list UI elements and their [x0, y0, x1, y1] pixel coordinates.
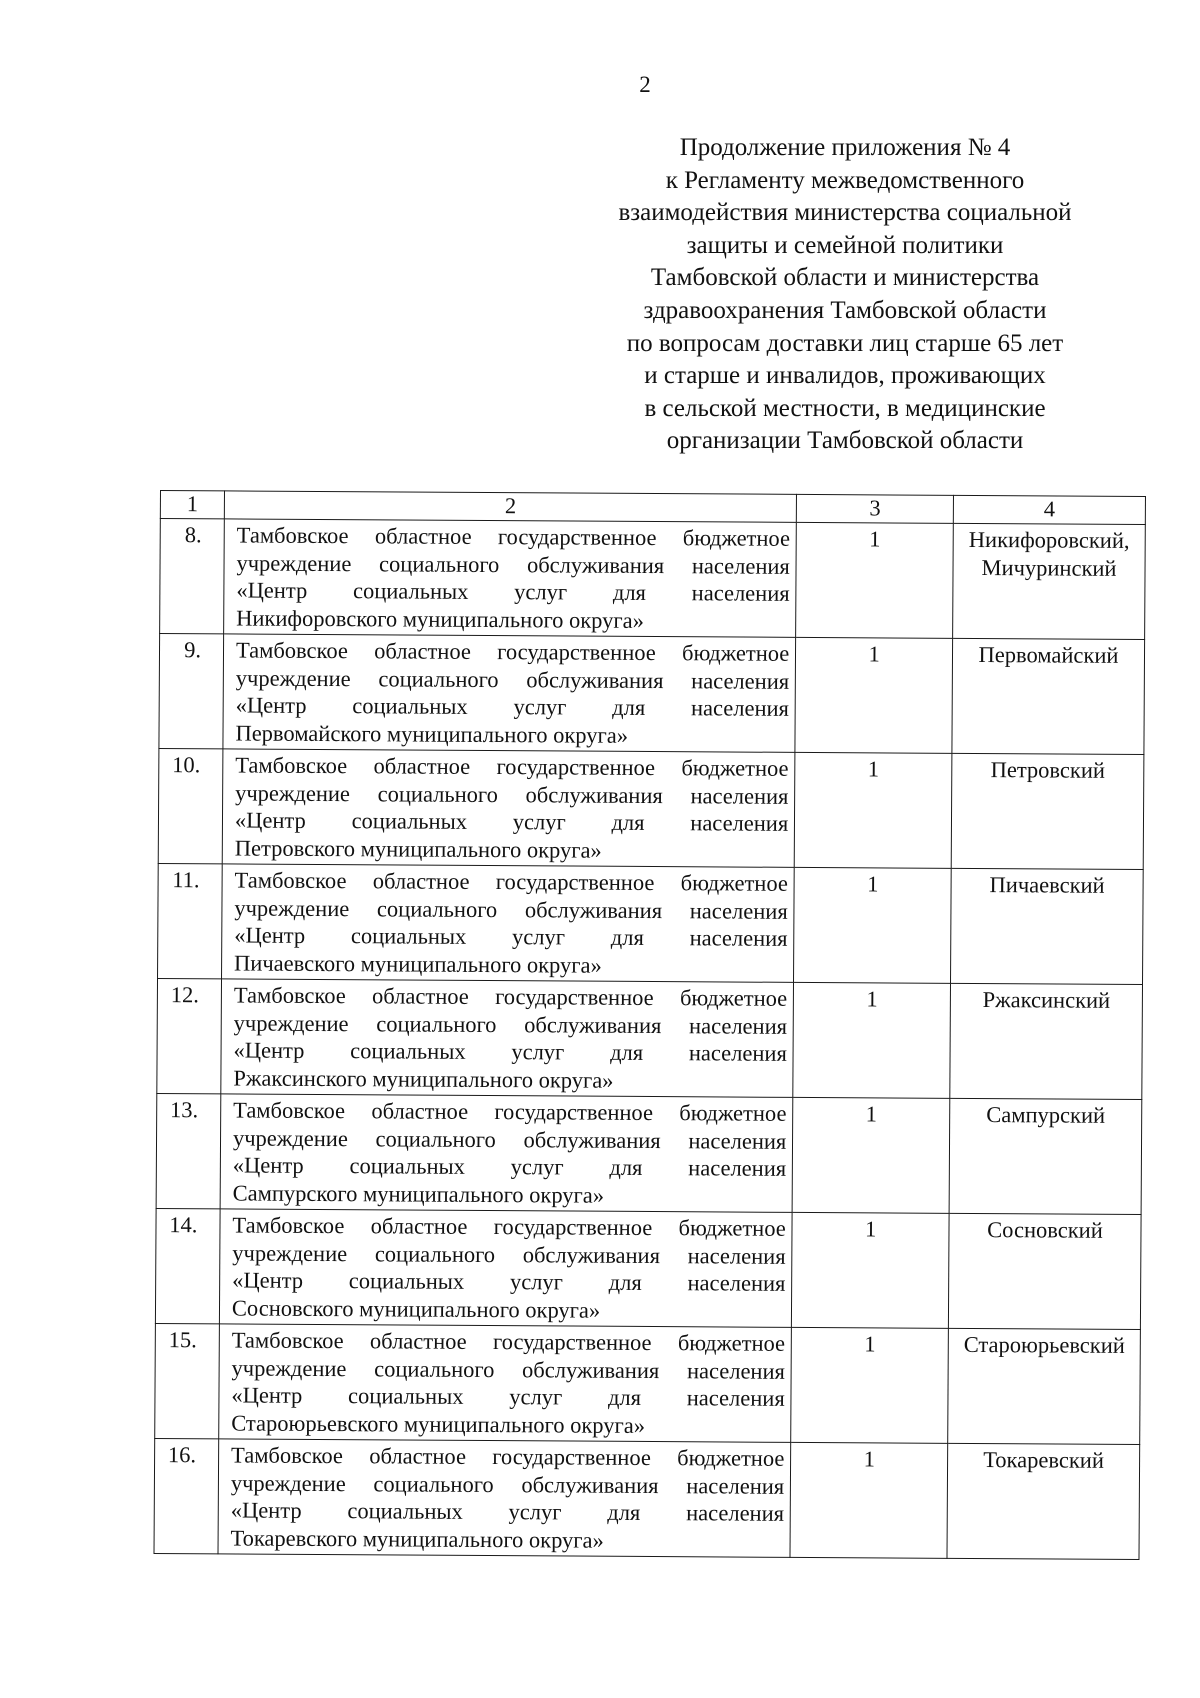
quantity-cell: 1 — [795, 637, 952, 753]
quantity-cell: 1 — [791, 1327, 948, 1443]
row-number: 13. — [156, 1093, 221, 1208]
district-cell: Сосновский — [948, 1213, 1141, 1329]
institution-name-line: Тамбовское областное государственное бюджетное — [235, 637, 790, 666]
table-row — [158, 863, 1144, 984]
header-line: защиты и семейной политики — [686, 231, 1004, 259]
quantity-cell: 1 — [794, 867, 951, 983]
header-line: здравоохранения Тамбовской области — [643, 296, 1047, 324]
row-number: 14. — [155, 1208, 220, 1323]
institution-name-line: Тамбовское областное государственное бюджетное — [233, 1097, 787, 1126]
institution-name-line: «Центр социальных услуг для населения — [236, 577, 790, 606]
institutions-table — [154, 490, 1146, 1560]
institution-name-line: Тамбовское областное государственное бюджетное — [234, 867, 788, 896]
institution-name-line: «Центр социальных услуг для населения — [233, 1037, 787, 1066]
institution-name — [223, 634, 796, 752]
institution-name-line: учреждение социального обслуживания населения — [235, 664, 790, 694]
appendix-header — [560, 132, 1130, 458]
institution-name-line: учреждение социального обслуживания населения — [232, 1124, 787, 1154]
institution-name — [221, 979, 794, 1097]
institution-name-line: учреждение социального обслуживания населения — [235, 779, 789, 809]
quantity-cell: 1 — [793, 982, 950, 1098]
institution-name-line: «Центр социальных услуг для населения — [232, 1267, 786, 1296]
row-number: 10. — [158, 748, 223, 863]
institution-name — [219, 1324, 792, 1442]
district-cell: Первомайский — [952, 638, 1145, 754]
table-row — [154, 1438, 1140, 1559]
institution-name-line: «Центр социальных услуг для населения — [235, 692, 790, 721]
institution-name-line: Петровского муниципального округа» — [234, 834, 602, 863]
institution-name-line: «Центр социальных услуг для населения — [234, 922, 788, 951]
district-cell: Петровский — [951, 753, 1144, 869]
header-line: Продолжение приложения № 4 — [679, 134, 1011, 161]
institution-name-line: Пичаевского муниципального округа» — [234, 949, 602, 978]
quantity-cell: 1 — [794, 752, 951, 868]
table-row — [160, 519, 1146, 640]
institution-name-line: Первомайского муниципального округа» — [235, 719, 629, 748]
header-line: организации Тамбовской области — [666, 427, 1024, 455]
header-line: в сельской местности, в медицинские — [644, 394, 1046, 422]
row-number: 9. — [159, 634, 224, 749]
table-row — [155, 1208, 1141, 1329]
table-body — [154, 491, 1145, 1560]
table-row — [157, 978, 1143, 1099]
institution-name — [219, 1209, 792, 1327]
institution-name-line: «Центр социальных услуг для населения — [230, 1497, 785, 1526]
header-line: взаимодействия министерства социальной — [618, 199, 1072, 227]
row-number: 12. — [157, 978, 222, 1093]
institution-name-line: «Центр социальных услуг для населения — [231, 1382, 785, 1411]
column-header-3: 3 — [797, 494, 954, 523]
table-row — [159, 634, 1145, 755]
district-cell: Пичаевский — [951, 868, 1144, 984]
institution-name-line: Ржаксинского муниципального округа» — [233, 1064, 614, 1093]
header-line: к Регламенту межведомственного — [665, 166, 1025, 194]
institution-name-line: Сампурского муниципального округа» — [232, 1179, 605, 1208]
district-cell: Ржаксинский — [950, 983, 1143, 1099]
quantity-cell: 1 — [790, 1442, 947, 1558]
institution-name-line: Токаревского муниципального округа» — [230, 1524, 604, 1553]
institution-name — [222, 749, 795, 867]
institution-name-line: учреждение социального обслуживания населения — [232, 1239, 786, 1269]
district-cell: Никифоровский, Мичуринский — [953, 523, 1146, 639]
table-row — [155, 1323, 1141, 1444]
row-number: 11. — [158, 863, 223, 978]
page-number: 2 — [639, 72, 651, 97]
institution-name-line: учреждение социального обслуживания населения — [230, 1469, 785, 1499]
institution-name-line: учреждение социального обслуживания населения — [234, 894, 788, 924]
table-row — [158, 748, 1144, 869]
column-header-4: 4 — [953, 495, 1145, 524]
institution-name-line: Тамбовское областное государственное бюджетное — [233, 982, 788, 1011]
district-cell: Токаревский — [947, 1443, 1140, 1559]
institution-name — [224, 519, 797, 637]
district-cell: Староюрьевский — [948, 1328, 1141, 1444]
column-header-2: 2 — [224, 491, 796, 522]
header-line: по вопросам доставки лиц старше 65 лет — [626, 329, 1064, 357]
institution-name-line: Никифоровского муниципального округа» — [236, 604, 644, 633]
institution-name-line: учреждение социального обслуживания населения — [231, 1354, 785, 1384]
row-number: 16. — [154, 1438, 219, 1553]
table-row — [156, 1093, 1142, 1214]
institution-name-line: учреждение социального обслуживания населения — [236, 549, 790, 579]
institution-name-line: «Центр социальных услуг для населения — [232, 1152, 787, 1181]
row-number: 8. — [160, 519, 225, 634]
institution-name — [218, 1439, 791, 1557]
institution-name-line: Сосновского муниципального округа» — [231, 1294, 601, 1323]
column-header-1: 1 — [160, 491, 224, 519]
institution-name-line: Тамбовское областное государственное бюджетное — [235, 752, 789, 781]
quantity-cell: 1 — [792, 1212, 949, 1328]
institution-name-line: Тамбовское областное государственное бюджетное — [231, 1327, 786, 1356]
institution-name — [220, 1094, 793, 1212]
quantity-cell: 1 — [792, 1097, 949, 1213]
institution-name-line: Тамбовское областное государственное бюджетное — [230, 1442, 785, 1471]
header-line: Тамбовской области и министерства — [650, 264, 1040, 292]
quantity-cell: 1 — [796, 522, 953, 638]
institution-name-line: Староюрьевского муниципального округа» — [231, 1409, 646, 1438]
institution-name-line: «Центр социальных услуг для населения — [234, 807, 789, 836]
district-cell: Сампурский — [949, 1098, 1142, 1214]
institution-name-line: учреждение социального обслуживания населения — [233, 1009, 788, 1039]
row-number: 15. — [155, 1323, 220, 1438]
institution-name — [221, 864, 794, 982]
header-line: и старше и инвалидов, проживающих — [644, 362, 1046, 390]
institution-name-line: Тамбовское областное государственное бюджетное — [232, 1212, 786, 1241]
institution-name-line: Тамбовское областное государственное бюджетное — [236, 522, 791, 551]
